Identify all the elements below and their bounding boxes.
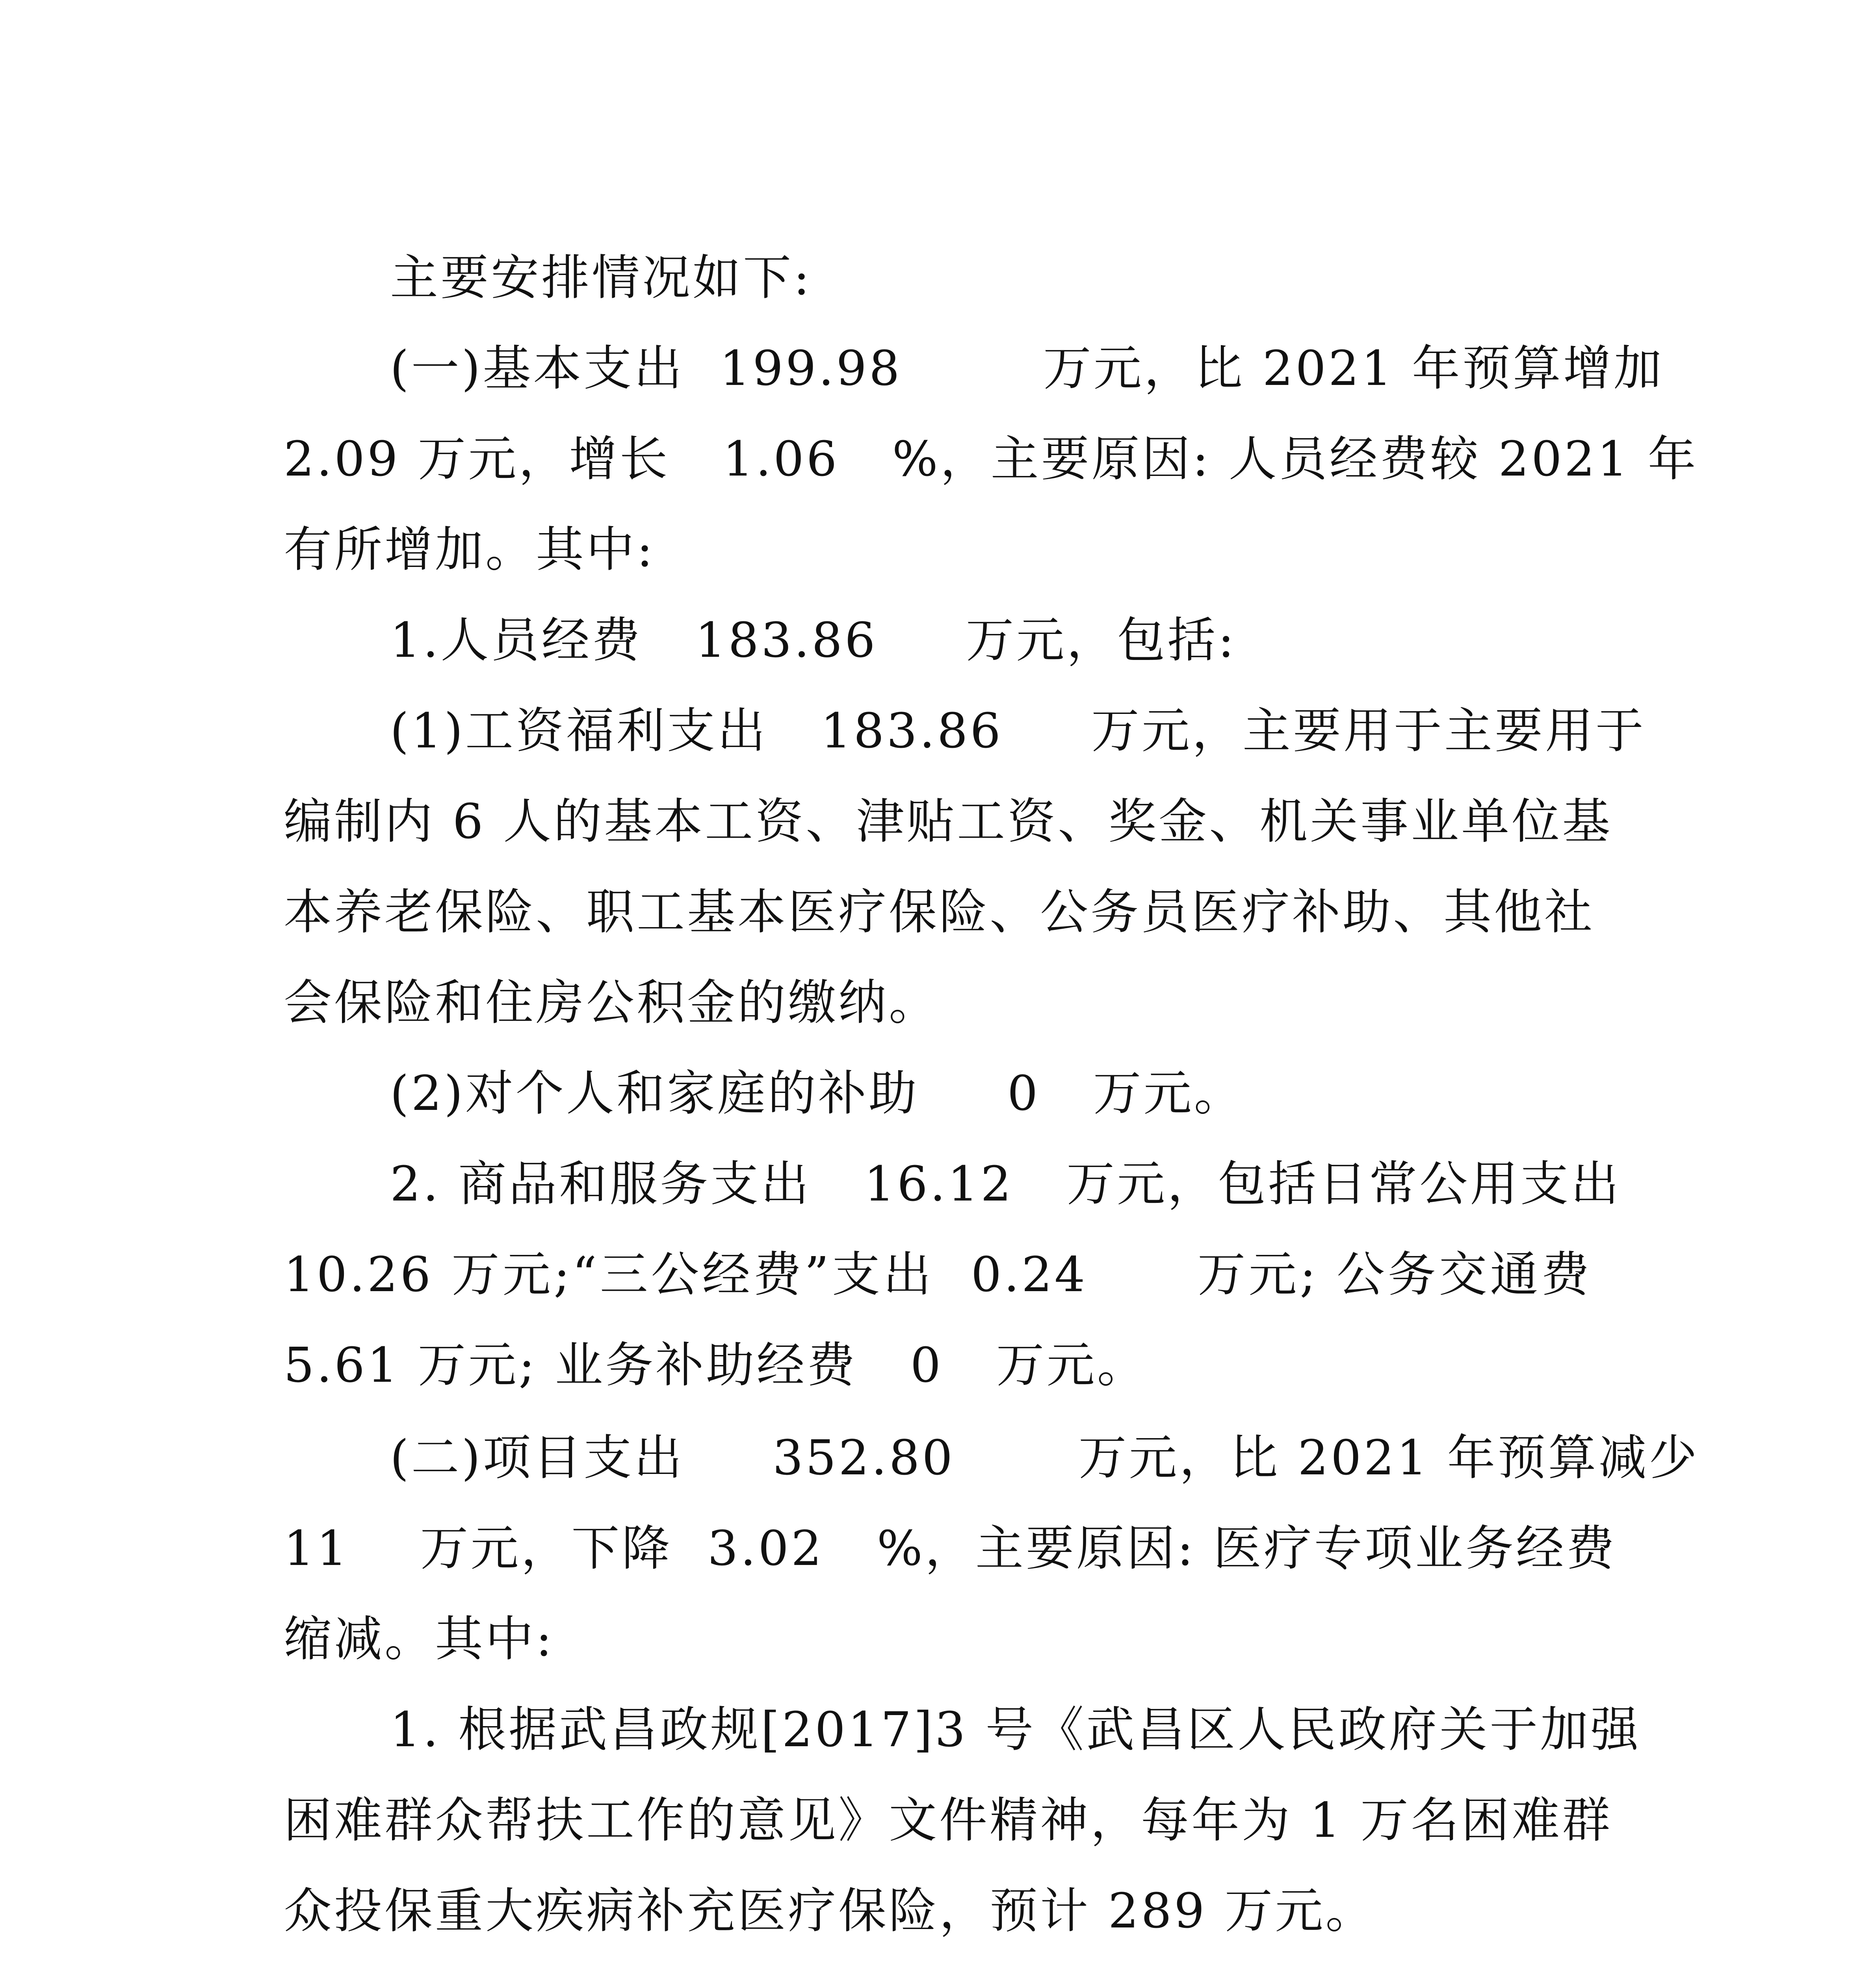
text-line: (一)基本支出 199.98 万元，比 2021 年预算增加 — [390, 340, 1664, 396]
text-line: 5.61 万元; 业务补助经费 0 万元。 — [284, 1337, 1148, 1393]
text-line: 主要安排情况如下: — [390, 250, 812, 306]
text-line: (二)项目支出 352.80 万元，比 2021 年预算减少 — [390, 1430, 1700, 1486]
text-line: 2.09 万元，增长 1.06 %，主要原因: 人员经费较 2021 年 — [284, 431, 1698, 487]
text-line: 1. 根据武昌政规[2017]3 号《武昌区人民政府关于加强 — [390, 1702, 1641, 1758]
text-line: 编制内 6 人的基本工资、津贴工资、奖金、机关事业单位基 — [284, 794, 1613, 849]
text-line: 2. 商品和服务支出 16.12 万元，包括日常公用支出 — [390, 1156, 1622, 1212]
text-line: 11 万元，下降 3.02 %，主要原因: 医疗专项业务经费 — [284, 1520, 1617, 1576]
text-line: 10.26 万元;“三公经费”支出 0.24 万元; 公务交通费 — [284, 1247, 1592, 1303]
text-line: 本养老保险、职工基本医疗保险、公务员医疗补助、其他社 — [284, 884, 1595, 940]
text-line: 有所增加。其中: — [284, 522, 656, 578]
text-line: 缩减。其中: — [284, 1611, 555, 1667]
text-line: 困难群众帮扶工作的意见》文件精神，每年为 1 万名困难群 — [284, 1792, 1613, 1848]
text-line: 会保险和住房公积金的缴纳。 — [284, 975, 939, 1031]
text-line: (1)工资福利支出 183.86 万元，主要用于主要用于 — [390, 703, 1646, 759]
text-line: 众投保重大疾病补充医疗保险，预计 289 万元。 — [284, 1883, 1376, 1939]
text-line: 1.人员经费 183.86 万元，包括: — [390, 612, 1237, 668]
text-line: (2)对个人和家庭的补助 0 万元。 — [390, 1065, 1244, 1121]
